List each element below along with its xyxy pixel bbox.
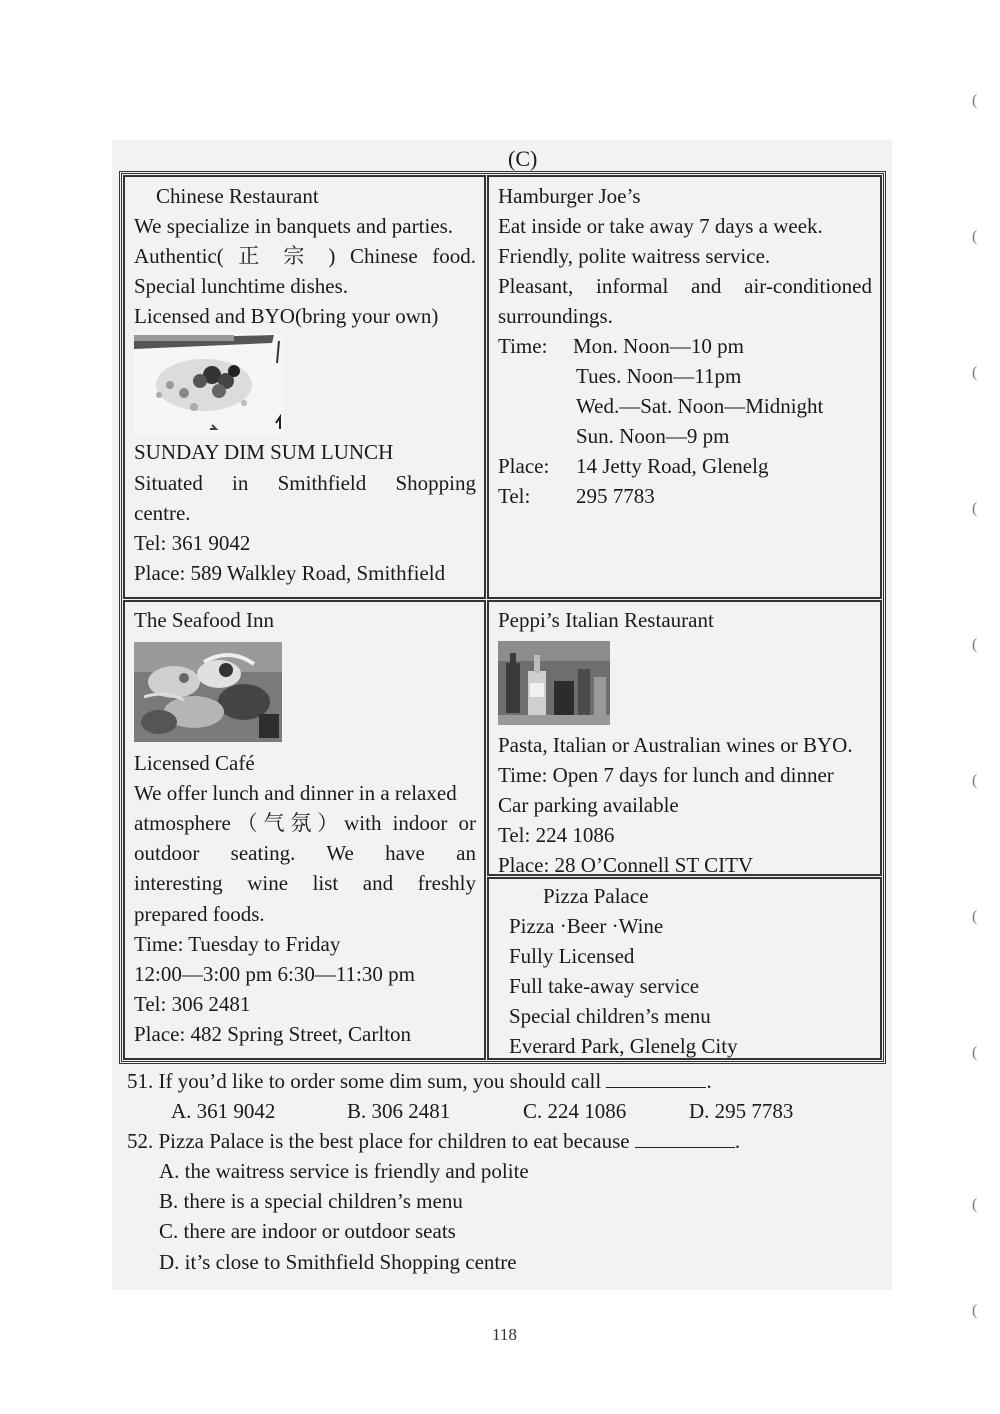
ad-line: Situated in Smithfield Shopping [134, 470, 476, 495]
ad-peppis-italian [487, 600, 882, 876]
answer-blank[interactable] [606, 1069, 706, 1088]
ad-tel: Tel: 361 9042 [134, 530, 251, 555]
ad-line: interesting wine list and freshly [134, 871, 476, 896]
option-a[interactable]: A. the waitress service is friendly and polite [159, 1159, 529, 1184]
ad-hours-block [498, 331, 872, 451]
ad-title: Chinese Restaurant [156, 184, 319, 208]
ad-line: prepared foods. [134, 901, 265, 926]
ad-line: Full take-away service [509, 974, 700, 999]
section-label: (C) [508, 146, 538, 171]
ad-line: Fully Licensed [509, 944, 635, 969]
ad-line: Friendly, polite waitress service. [498, 244, 771, 269]
dim-sum-photo [134, 333, 284, 435]
margin-mark: ( [972, 1044, 978, 1061]
ad-line: Licensed Café [134, 751, 255, 776]
margin-mark: ( [972, 636, 978, 653]
ad-title: Hamburger Joe’s [498, 184, 641, 208]
ad-chinese-restaurant [123, 175, 486, 599]
question-51 [127, 1066, 867, 1096]
option-c[interactable]: C. 224 1086 [523, 1099, 627, 1124]
ad-line: Eat inside or take away 7 days a week. [498, 214, 823, 239]
ad-tel: Tel: 224 1086 [498, 823, 615, 848]
ad-line: Time: Open 7 days for lunch and dinner [498, 763, 834, 788]
ad-line: Special children’s menu [509, 1004, 711, 1029]
ad-contact-block [498, 451, 872, 511]
ad-line: Car parking available [498, 793, 679, 818]
ad-line: Pizza ·Beer ·Wine [509, 914, 664, 939]
ad-place: Place: 28 O’Connell ST CITV [498, 853, 754, 878]
margin-mark: ( [972, 500, 978, 517]
option-c[interactable]: C. there are indoor or outdoor seats [159, 1219, 456, 1244]
question-51-options [127, 1096, 867, 1126]
ad-hours: Wed.—Sat. Noon—Midnight [576, 394, 824, 419]
ad-time-label: Time: [498, 334, 548, 359]
option-b[interactable]: B. 306 2481 [347, 1099, 451, 1124]
ad-line: We offer lunch and dinner in a relaxed [134, 781, 457, 806]
ad-line: outdoor seating. We have an [134, 841, 476, 866]
ad-line: atmosphere（气氛）with indoor or [134, 811, 476, 836]
wine-photo [498, 641, 610, 725]
answer-blank[interactable] [635, 1129, 735, 1148]
margin-mark: ( [972, 364, 978, 381]
option-a[interactable]: A. 361 9042 [171, 1099, 276, 1124]
ad-tel: 295 7783 [576, 484, 655, 509]
seafood-photo-graphic [134, 642, 282, 742]
ad-time: Time: Tuesday to Friday [134, 931, 341, 956]
page-number: 118 [492, 1325, 517, 1344]
dim-sum-photo-graphic [134, 333, 284, 435]
ad-tel-label: Tel: [498, 484, 531, 509]
ad-title: Pizza Palace [543, 884, 649, 908]
ad-line: Licensed and BYO(bring your own) [134, 304, 439, 329]
ad-hours: Tues. Noon—11pm [576, 364, 742, 389]
seafood-photo [134, 642, 282, 742]
ad-pizza-palace [487, 877, 882, 1060]
ad-place: Place: 482 Spring Street, Carlton [134, 1021, 412, 1046]
question-52 [127, 1126, 867, 1156]
wine-photo-graphic [498, 641, 610, 725]
margin-mark: ( [972, 772, 978, 789]
ad-hours: Mon. Noon—10 pm [573, 334, 744, 359]
ad-line: Everard Park, Glenelg City [509, 1034, 738, 1059]
question-end: . [706, 1069, 712, 1093]
margin-mark: ( [972, 228, 978, 245]
question-end: . [734, 1129, 741, 1154]
question-stem: 51. If you’d like to order some dim sum, you should call [127, 1069, 602, 1093]
ad-hours: Sun. Noon—9 pm [576, 424, 730, 449]
ad-place-label: Place: [498, 454, 550, 479]
questions [127, 1066, 867, 1277]
option-d[interactable]: D. 295 7783 [689, 1099, 794, 1124]
ad-seafood-inn [123, 600, 486, 1060]
ad-title: Peppi’s Italian Restaurant [498, 608, 714, 632]
margin-mark: ( [972, 92, 978, 109]
ad-place: 14 Jetty Road, Glenelg [576, 454, 769, 479]
ad-line: Pleasant, informal and air-conditioned [498, 274, 872, 299]
ad-line: Authentic( 正 宗 ) Chinese food. [134, 244, 476, 269]
option-d[interactable]: D. it’s close to Smithfield Shopping centre [159, 1249, 517, 1274]
ad-line: surroundings. [498, 304, 613, 329]
ad-title: The Seafood Inn [134, 608, 274, 632]
ad-line: Pasta, Italian or Australian wines or BYO. [498, 733, 853, 758]
margin-mark: ( [972, 908, 978, 925]
ad-tel: Tel: 306 2481 [134, 991, 251, 1016]
option-b[interactable]: B. there is a special children’s menu [159, 1189, 463, 1214]
margin-mark: ( [972, 1302, 978, 1319]
ad-line: Special lunchtime dishes. [134, 274, 349, 299]
margin-mark: ( [972, 1196, 978, 1213]
ad-line: We specialize in banquets and parties. [134, 214, 454, 239]
ad-hours: 12:00—3:00 pm 6:30—11:30 pm [134, 961, 415, 986]
question-stem: 52. Pizza Palace is the best place for children to eat because [127, 1129, 630, 1154]
ad-hamburger-joes [487, 175, 882, 599]
ad-line: SUNDAY DIM SUM LUNCH [134, 440, 394, 465]
ad-line: centre. [134, 500, 191, 525]
ad-place: Place: 589 Walkley Road, Smithfield [134, 560, 446, 585]
